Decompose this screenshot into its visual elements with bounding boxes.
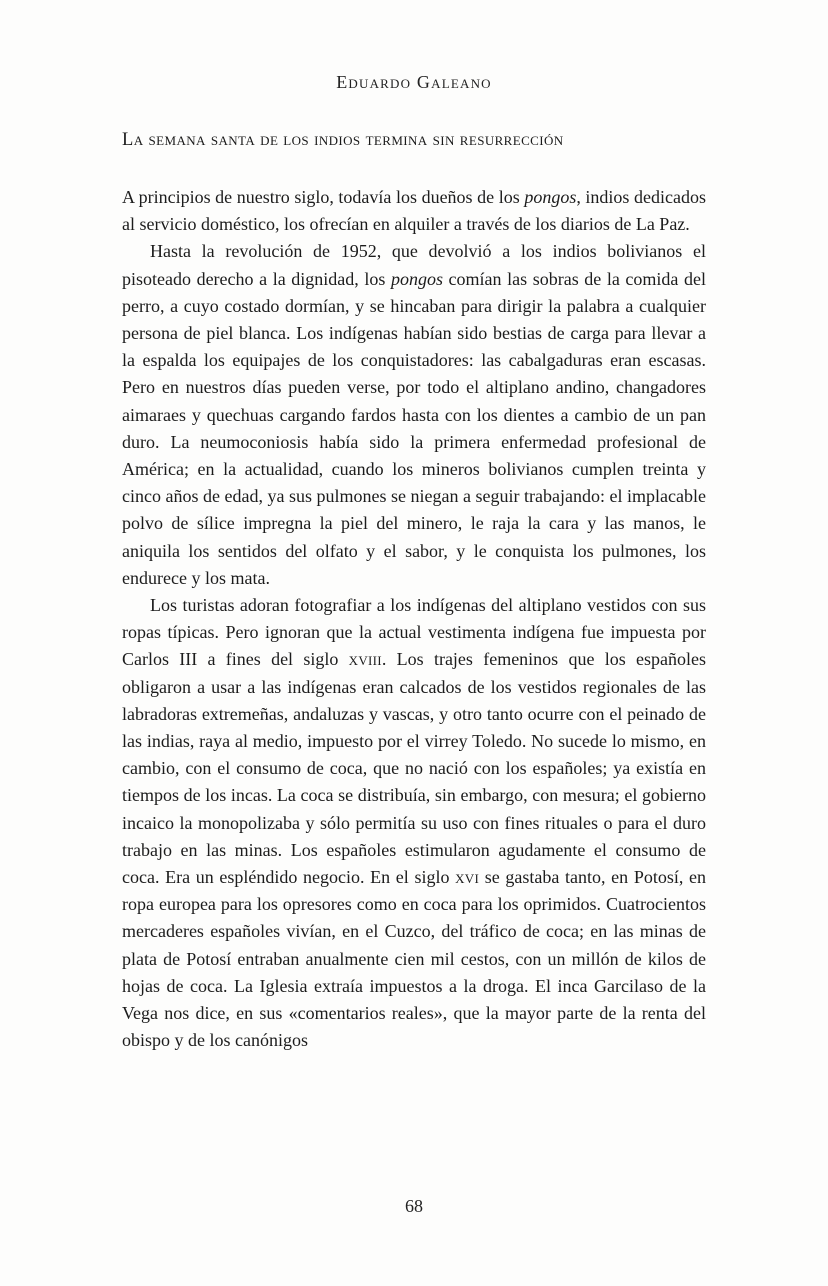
text-segment: Hasta la revolución de 1952, que devolvió a los indios bolivianos el pisoteado derecho a la dignidad, los bbox=[122, 241, 706, 289]
text-segment: se gastaba tanto, en Potosí, en ropa europea para los opresores como en coca para los oprimidos. Cuatrocientos mercaderes españoles vivían, en el Cuzco, del tráfico de coca; en las minas de plata de Potosí entraban anualmente cien mil cestos, con un millón de kilos de hojas de coca. La Iglesia extraía impuestos a la droga. El inca Garcilaso de la Vega nos dice, en sus «comentarios reales», que la mayor parte de la renta del obispo y de los canónigos bbox=[122, 867, 706, 1051]
paragraph bbox=[122, 592, 706, 1054]
section-title: La semana santa de los indios termina sin resurrección bbox=[122, 130, 564, 150]
text-segment: comían las sobras de la comida del perro, a cuyo costado dormían, y se hincaban para dirigir la palabra a cualquier persona de piel blanca. Los indígenas habían sido bestias de carga para llevar a la espalda los equipajes de los conquistadores: las cabalgaduras eran escasas. Pero en nuestros días pueden verse, por todo el altiplano andino, changadores aimaraes y quechuas cargando fardos hasta con los dientes a cambio de un pan duro. La neumoconiosis había sido la primera enfermedad profesional de América; en la actualidad, cuando los mineros bolivianos cumplen treinta y cinco años de edad, ya sus pulmones se niegan a seguir trabajando: el implacable polvo de sílice impregna la piel del minero, le raja la cara y las manos, le aniquila los sentidos del olfato y el sabor, y le conquista los pulmones, los endurece y los mata. bbox=[122, 268, 706, 588]
text-segment: Los turistas adoran fotografiar a los indígenas del altiplano vestidos con sus ropas típicas. Pero ignoran que la actual vestimenta indígena fue impuesta por Carlos III a fines del siglo bbox=[122, 595, 706, 670]
body-text bbox=[122, 184, 706, 1055]
text-segment-italic: pongos bbox=[390, 268, 443, 289]
paragraph bbox=[122, 184, 706, 238]
page-number: 68 bbox=[405, 1196, 423, 1216]
paragraph bbox=[122, 238, 706, 592]
text-segment-italic: pongos bbox=[524, 187, 577, 207]
text-segment: A principios de nuestro siglo, todavía los dueños de los bbox=[122, 187, 525, 207]
running-header: Eduardo Galeano bbox=[336, 72, 492, 92]
text-segment: , indios dedicados al servicio doméstico, los ofrecían en alquiler a través de los diarios de La Paz. bbox=[122, 187, 706, 235]
text-segment-smallcaps: xvi bbox=[455, 867, 480, 888]
text-segment-smallcaps: xviii bbox=[348, 649, 382, 670]
text-segment: . Los trajes femeninos que los españoles obligaron a usar a las indígenas eran calcados de los vestidos regionales de las labradoras extremeñas, andaluzas y vascas, y otro tanto ocurre con el peinado de las indias, raya al medio, impuesto por el virrey Toledo. No sucede lo mismo, en cambio, con el consumo de coca, que no nació con los españoles; ya existía en tiempos de los incas. La coca se distribuía, sin embargo, con mesura; el gobierno incaico la monopolizaba y sólo permitía su uso con fines rituales o para el duro trabajo en las minas. Los españoles estimularon agudamente el consumo de coca. Era un espléndido negocio. En el siglo bbox=[122, 649, 706, 888]
